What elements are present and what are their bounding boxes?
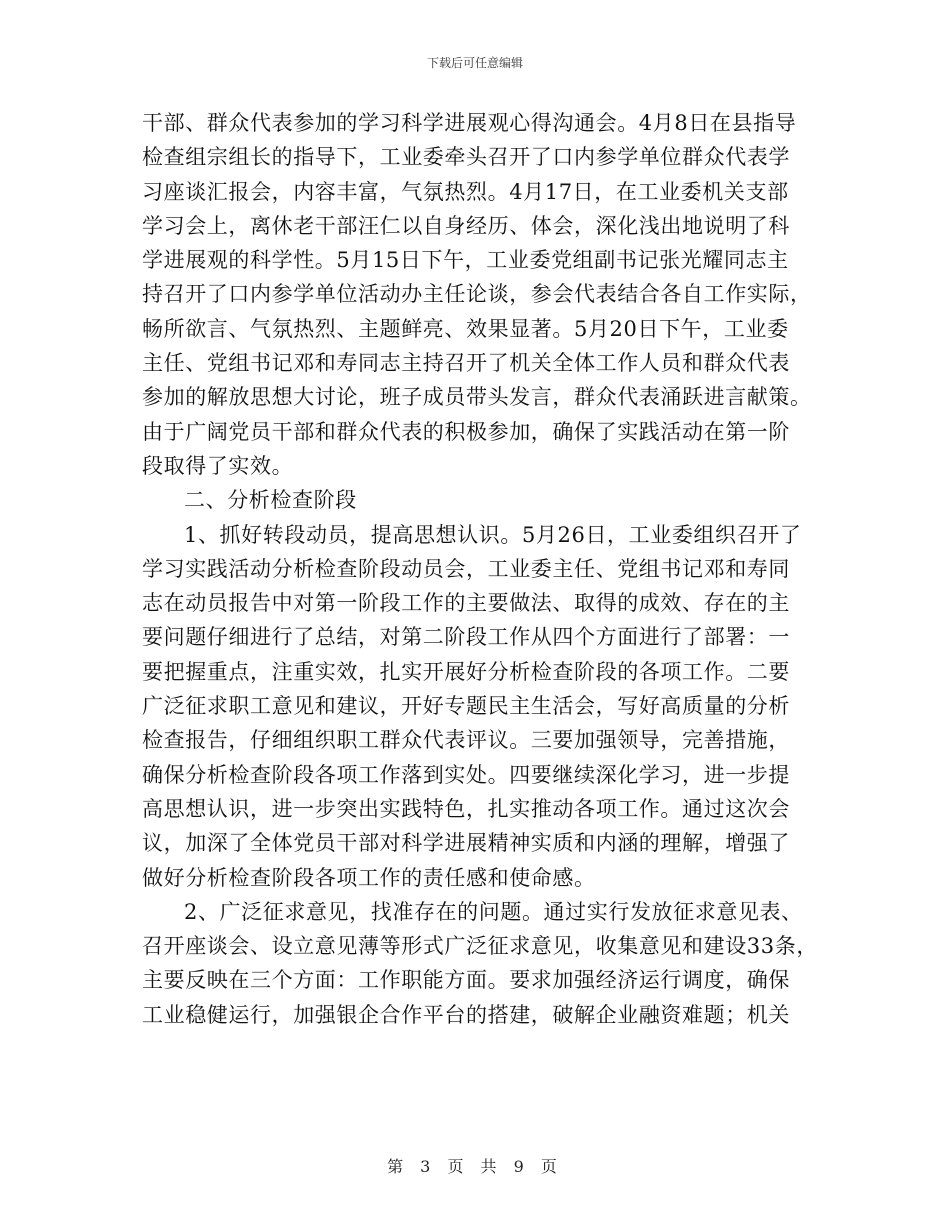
text-line: 1、抓好转段动员，提高思想认识。5月26日，工业委组织召开了 [184, 522, 802, 547]
text-line: 确保分析检查阶段各项工作落到实处。四要继续深化学习，进一步提 [142, 762, 790, 787]
text-line: 高思想认识，进一步突出实践特色，扎实推动各项工作。通过这次会 [142, 796, 790, 821]
text-line: 学进展观的科学性。5月15日下午，工业委党组副书记张光耀同志主 [142, 248, 789, 273]
text-line: 学习会上，离休老干部汪仁以自身经历、体会，深化浅出地说明了科 [142, 213, 790, 238]
text-line: 志在动员报告中对第一阶段工作的主要做法、取得的成效、存在的主 [142, 591, 790, 616]
page-footer: 第 3 页 共 9 页 [387, 1157, 563, 1176]
document-body [142, 106, 818, 1032]
text-line: 学习实践活动分析检查阶段动员会，工业委主任、党组书记邓和寿同 [142, 556, 790, 581]
text-line: 段取得了实效。 [142, 453, 294, 478]
text-line: 干部、群众代表参加的学习科学进展观心得沟通会。4月8日在县指导 [142, 111, 797, 135]
text-line: 2、广泛征求意见，找准存在的问题。通过实行发放征求意见表、 [184, 899, 803, 924]
text-line: 检查报告，仔细组织职工群众代表评议。三要加强领导，完善措施， [142, 728, 790, 753]
text-line: 做好分析检查阶段各项工作的责任感和使命感。 [142, 865, 596, 890]
page-header: 下载后可任意编辑 [426, 56, 523, 70]
text-line: 畅所欲言、气氛热烈、主题鲜亮、效果显著。5月20日下午，工业委 [142, 316, 789, 341]
text-line: 工业稳健运行，加强银企合作平台的搭建，破解企业融资难题；机关 [142, 1002, 790, 1027]
text-line: 参加的解放思想大讨论，班子成员带头发言，群众代表涌跃进言献策。 [142, 385, 812, 410]
text-line: 检查组宗组长的指导下，工业委牵头召开了口内参学单位群众代表学 [142, 145, 790, 170]
text-line: 主要反映在三个方面：工作职能方面。要求加强经济运行调度，确保 [142, 968, 790, 993]
text-line: 主任、党组书记邓和寿同志主持召开了机关全体工作人员和群众代表 [142, 351, 790, 376]
text-line: 议，加深了全体党员干部对科学进展精神实质和内涵的理解，增强了 [142, 831, 790, 856]
text-line: 由于广阔党员干部和群众代表的积极参加，确保了实践活动在第一阶 [142, 419, 790, 444]
text-line: 要把握重点，注重实效，扎实开展好分析检查阶段的各项工作。二要 [142, 659, 790, 684]
text-line: 召开座谈会、设立意见薄等形式广泛征求意见，收集意见和建设33条， [142, 934, 818, 959]
text-line: 持召开了口内参学单位活动办主任论谈，参会代表结合各自工作实际， [142, 282, 812, 307]
text-line: 习座谈汇报会，内容丰富，气氛热烈。4月17日，在工业委机关支部 [142, 179, 789, 204]
text-line: 要问题仔细进行了总结，对第二阶段工作从四个方面进行了部署：一 [142, 625, 790, 650]
text-line: 广泛征求职工意见和建议，开好专题民主生活会，写好高质量的分析 [142, 694, 790, 719]
text-line: 二、分析检查阶段 [184, 488, 357, 513]
